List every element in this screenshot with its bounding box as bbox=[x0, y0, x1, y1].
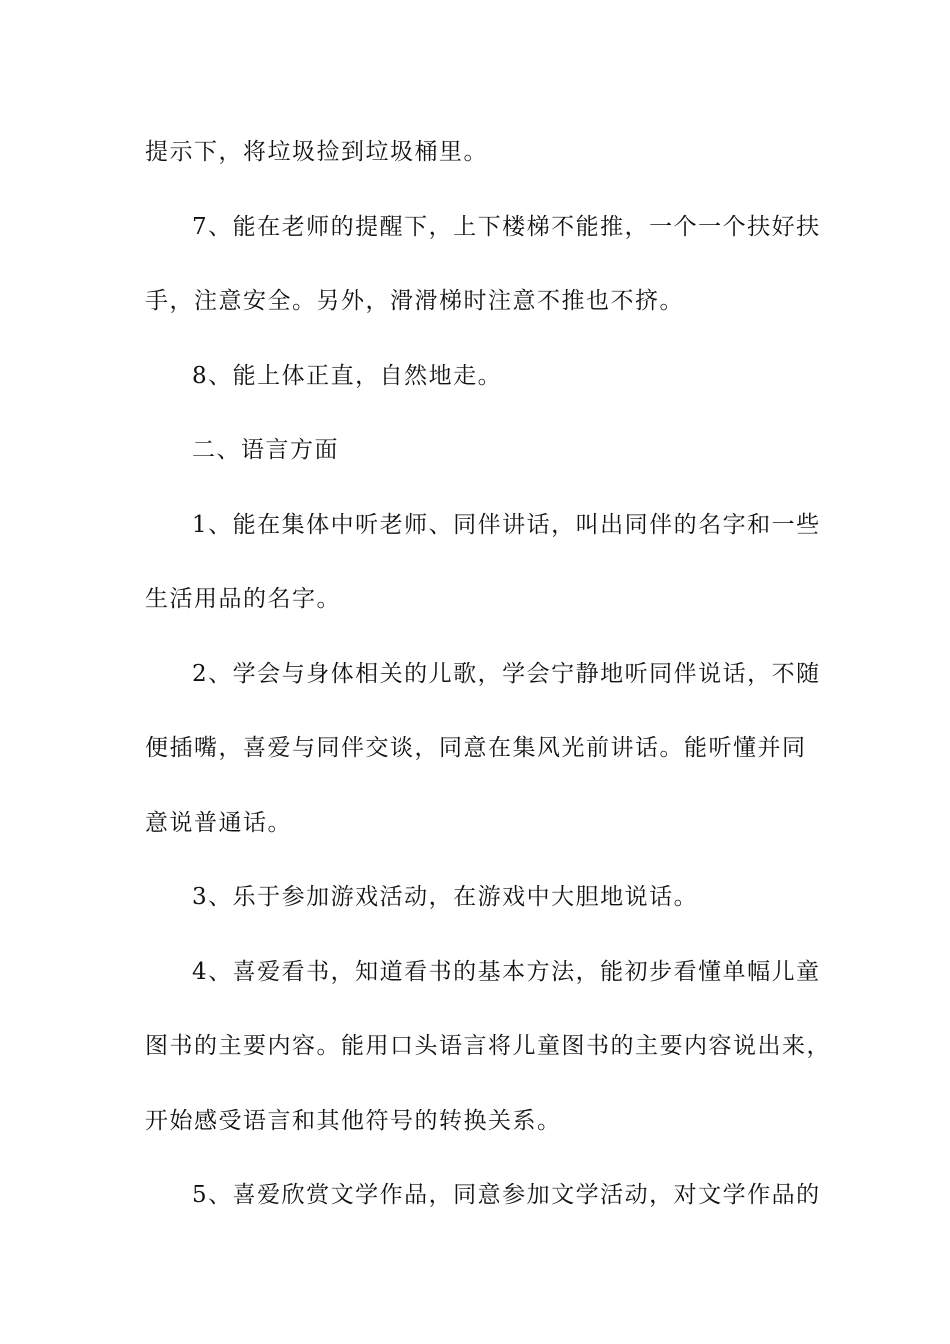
text-line: 意说普通话。 bbox=[145, 809, 292, 836]
text-line: 3、乐于参加游戏活动，在游戏中大胆地说话。 bbox=[192, 884, 699, 910]
text-line: 7、能在老师的提醒下，上下楼梯不能推，一个一个扶好扶 bbox=[192, 213, 821, 240]
text-line: 提示下，将垃圾捡到垃圾桶里。 bbox=[145, 139, 488, 165]
text-line: 图书的主要内容。能用口头语言将儿童图书的主要内容说出来， bbox=[145, 1033, 831, 1059]
text-line: 便插嘴，喜爱与同伴交谈，同意在集风光前讲话。能听懂并同 bbox=[145, 735, 807, 761]
text-line: 生活用品的名字。 bbox=[145, 586, 341, 612]
section-heading: 二、语言方面 bbox=[192, 437, 339, 463]
text-line: 2、学会与身体相关的儿歌，学会宁静地听同伴说话，不随 bbox=[192, 660, 821, 687]
document-body bbox=[145, 132, 831, 1250]
text-line: 手，注意安全。另外，滑滑梯时注意不推也不挤。 bbox=[145, 288, 684, 314]
text-line: 8、能上体正直，自然地走。 bbox=[192, 362, 503, 389]
text-line: 4、喜爱看书，知道看书的基本方法，能初步看懂单幅儿童 bbox=[192, 958, 821, 985]
text-line: 1、能在集体中听老师、同伴讲话，叫出同伴的名字和一些 bbox=[192, 511, 821, 538]
text-line: 5、喜爱欣赏文学作品，同意参加文学活动，对文学作品的 bbox=[192, 1182, 821, 1208]
text-line: 开始感受语言和其他符号的转换关系。 bbox=[145, 1107, 562, 1134]
